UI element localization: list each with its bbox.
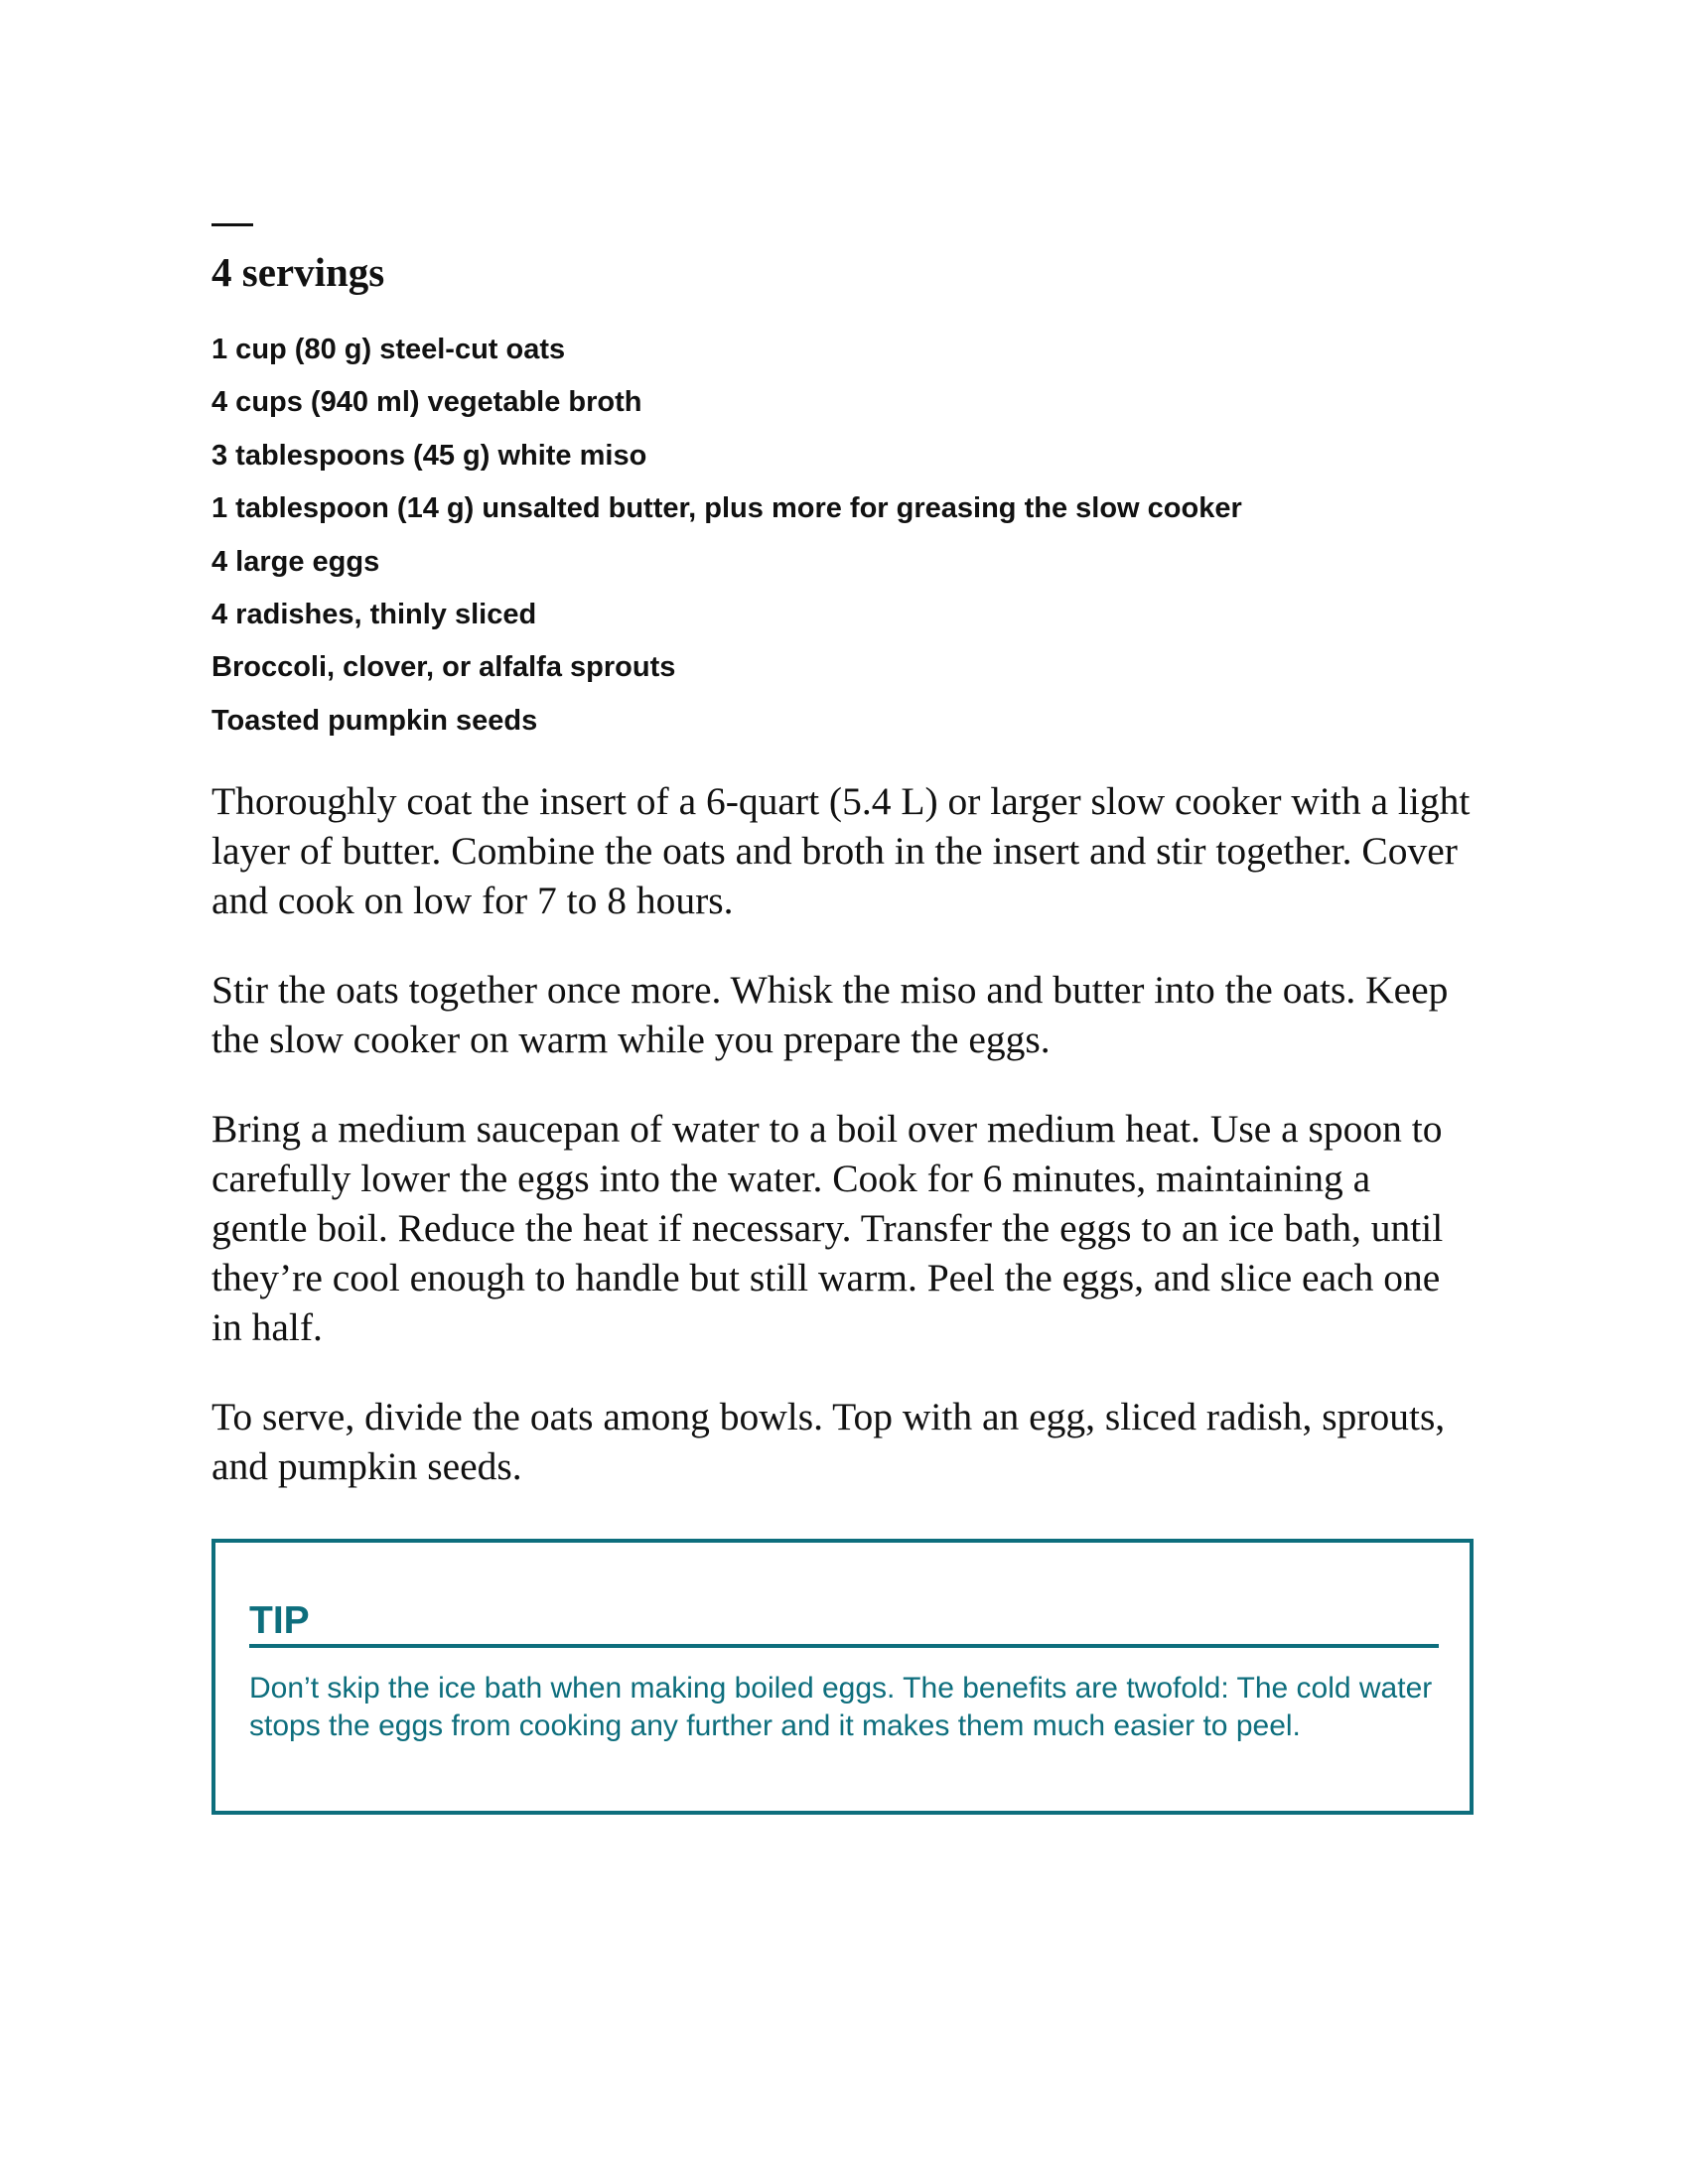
ingredient-item: 4 cups (940 ml) vegetable broth bbox=[211, 386, 642, 419]
ingredient-item: 1 tablespoon (14 g) unsalted butter, plus more for greasing the slow cooker bbox=[211, 492, 1242, 525]
tip-text: Don’t skip the ice bath when making boiled eggs. The benefits are twofold: The cold water stops the eggs from cooking any further and it makes them much easier to peel. bbox=[249, 1672, 1433, 1742]
ingredient-item: 4 radishes, thinly sliced bbox=[211, 598, 537, 630]
ingredient-item: 4 large eggs bbox=[211, 545, 380, 578]
tip-heading: TIP bbox=[249, 1598, 1439, 1648]
ingredient-list bbox=[211, 324, 1242, 748]
instruction-step: Bring a medium saucepan of water to a boil over medium heat. Use a spoon to carefully lower the eggs into the water. Cook for 6 minutes, maintaining a gentle boil. Reduce the heat if necessary. Transfer the eggs to an ice bath, until they’re cool enough to handle but still warm. Peel the eggs, and slice each one in half. bbox=[211, 1107, 1444, 1349]
ingredient-item: Toasted pumpkin seeds bbox=[211, 704, 538, 737]
ingredient-item: 1 cup (80 g) steel-cut oats bbox=[211, 334, 566, 365]
instruction-step: To serve, divide the oats among bowls. Top with an egg, sliced radish, sprouts, and pumpkin seeds. bbox=[211, 1395, 1446, 1488]
instruction-step: Thoroughly coat the insert of a 6-quart (5.4 L) or larger slow cooker with a light layer of butter. Combine the oats and broth in the insert and stir together. Cover and cook on low for 7 to 8 hours. bbox=[211, 779, 1471, 922]
instruction-steps bbox=[211, 776, 1475, 1531]
tip-box bbox=[211, 1539, 1474, 1815]
ingredient-item: 3 tablespoons (45 g) white miso bbox=[211, 439, 647, 472]
servings-heading: 4 servings bbox=[211, 249, 385, 295]
instruction-step: Stir the oats together once more. Whisk the miso and butter into the oats. Keep the slow cooker on warm while you prepare the eggs. bbox=[211, 968, 1449, 1061]
section-dash bbox=[211, 223, 253, 226]
ingredient-item: Broccoli, clover, or alfalfa sprouts bbox=[211, 651, 676, 684]
